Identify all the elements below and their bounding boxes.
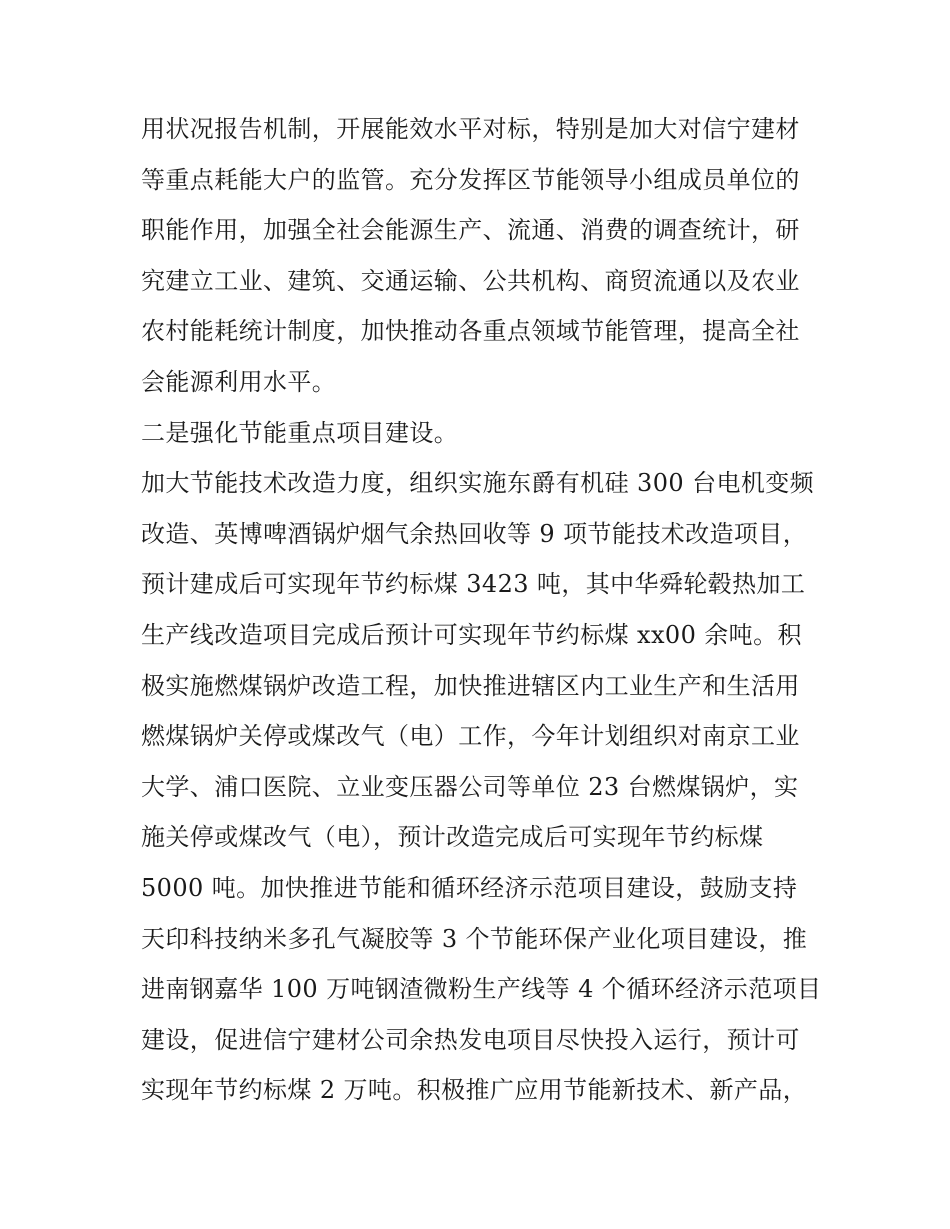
text-line: 天印科技纳米多孔气凝胶等 3 个节能环保产业化项目建设，推	[141, 924, 808, 953]
text-line: 究建立工业、建筑、交通运输、公共机构、商贸流通以及农业	[141, 266, 800, 295]
text-line: 职能作用，加强全社会能源生产、流通、消费的调查统计，研	[141, 216, 800, 245]
text-line: 大学、浦口医院、立业变压器公司等单位 23 台燃煤锅炉，实	[141, 772, 799, 801]
text-line: 施关停或煤改气（电），预计改造完成后可实现年节约标煤	[141, 823, 764, 852]
text-line: 会能源利用水平。	[141, 367, 337, 396]
text-line: 进南钢嘉华 100 万吨钢渣微粉生产线等 4 个循环经济示范项目	[141, 975, 822, 1004]
text-line: 燃煤锅炉关停或煤改气（电）工作，今年计划组织对南京工业	[141, 722, 800, 751]
text-line: 加大节能技术改造力度，组织实施东爵有机硅 300 台电机变频	[141, 469, 815, 498]
text-line: 预计建成后可实现年节约标煤 3423 吨，其中华舜轮毂热加工	[141, 570, 806, 599]
text-line: 等重点耗能大户的监管。充分发挥区节能领导小组成员单位的	[141, 165, 800, 194]
text-line: 实现年节约标煤 2 万吨。积极推广应用节能新技术、新产品，	[141, 1076, 808, 1105]
body-text	[141, 104, 821, 1116]
section-heading: 二是强化节能重点项目建设。	[141, 418, 459, 447]
text-line: 5000 吨。加快推进节能和循环经济示范项目建设，鼓励支持	[141, 873, 798, 902]
text-line: 改造、英博啤酒锅炉烟气余热回收等 9 项节能技术改造项目，	[141, 519, 808, 548]
text-line: 农村能耗统计制度，加快推动各重点领域节能管理，提高全社	[141, 317, 800, 346]
text-line: 建设，促进信宁建材公司余热发电项目尽快投入运行，预计可	[141, 1025, 800, 1054]
text-line: 用状况报告机制，开展能效水平对标，特别是加大对信宁建材	[141, 115, 800, 143]
text-line: 生产线改造项目完成后预计可实现年节约标煤 xx00 余吨。积	[141, 620, 802, 649]
text-line: 极实施燃煤锅炉改造工程，加快推进辖区内工业生产和生活用	[141, 671, 800, 700]
